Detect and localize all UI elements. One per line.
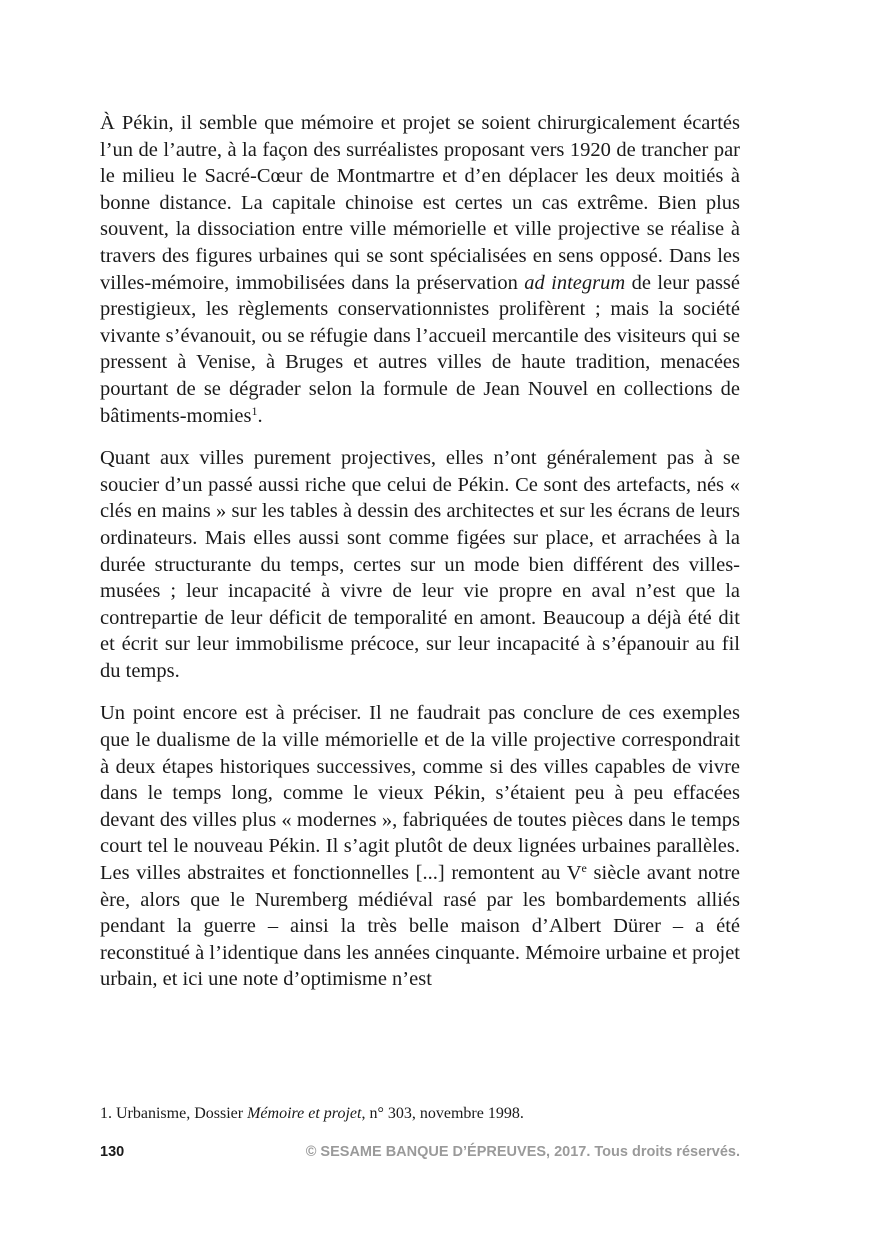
paragraph-1-italic: ad integrum: [524, 271, 626, 294]
paragraph-3: [100, 700, 740, 993]
footnote-reference: 1: [251, 403, 258, 418]
page-body: [100, 110, 740, 1009]
paragraph-1-end: .: [257, 404, 263, 427]
copyright-notice: © SESAME BANQUE D’ÉPREUVES, 2017. Tous droits réservés.: [305, 1144, 740, 1160]
paragraph-1-text-a: À Pékin, il semble que mémoire et projet se soient chirurgicalement écartés l’un de l’autre, à la façon des surréalistes proposant vers 1920 de trancher par le milieu le Sacré-Cœur de Montmartre et d’en déplacer les deux moitiés à bonne distance. La capitale chinoise est certes un cas extrême. Bien plus souvent, la dissociation entre ville mémorielle et ville projective se réalise à travers des figures urbaines qui se sont spécialisées en sens opposé. Dans les villes-mémoire, immobilisées dans la préservation: [100, 112, 740, 294]
footnote: [100, 1104, 740, 1124]
paragraph-3-text-b: siècle avant notre ère, alors que le Nuremberg médiéval rasé par les bombardements alliés pendant la guerre – ainsi la très belle maison d’Albert Dürer – a été reconstitué à l’identique dans les années cinquante. Mémoire urbaine et projet urbain, et ici une note d’optimisme n’est: [100, 862, 741, 991]
footnote-italic: Mémoire et projet: [247, 1105, 362, 1122]
page-number: 130: [100, 1144, 125, 1160]
century-superscript: e: [581, 861, 587, 876]
footnote-text-a: 1. Urbanisme, Dossier: [100, 1105, 248, 1122]
paragraph-1-text-b: de leur passé prestigieux, les règlements conservationnistes prolifèrent ; mais la société vivante s’évanouit, ou se réfugie dans l’accueil mercantile des visiteurs qui se pressent à Venise, à Bruges et autres villes de haute tradition, menacées pourtant de se dégrader selon la formule de Jean Nouvel en collections de bâtiments-momies: [100, 271, 740, 427]
paragraph-1: [100, 110, 740, 429]
paragraph-3-text-a: Un point encore est à préciser. Il ne faudrait pas conclure de ces exemples que le dualisme de la ville mémorielle et de la ville projective correspondrait à deux étapes historiques successives, comme si des villes capables de vivre dans le temps long, comme le vieux Pékin, s’étaient peu à peu effacées devant des villes plus « modernes », fabriquées de toutes pièces dans le temps court tel le nouveau Pékin. Il s’agit plutôt de deux lignées urbaines parallèles. Les villes abstraites et fonctionnelles [...] remontent au V: [100, 702, 740, 885]
paragraph-2: Quant aux villes purement projectives, elles n’ont généralement pas à se soucier d’un passé aussi riche que celui de Pékin. Ce sont des artefacts, nés « clés en mains » sur les tables à dessin des architectes et sur les écrans de leurs ordinateurs. Mais elles aussi sont comme figées sur place, et arrachées à la durée structurante du temps, certes sur un mode bien différent des villes-musées ; leur incapacité à vivre de leur vie propre en aval n’est que la contrepartie de leur déficit de temporalité en amont. Beaucoup a déjà été dit et écrit sur leur immobilisme précoce, sur leur incapacité à s’épanouir au fil du temps.: [100, 447, 740, 682]
footnote-text-b: , n° 303, novembre 1998.: [361, 1105, 524, 1122]
